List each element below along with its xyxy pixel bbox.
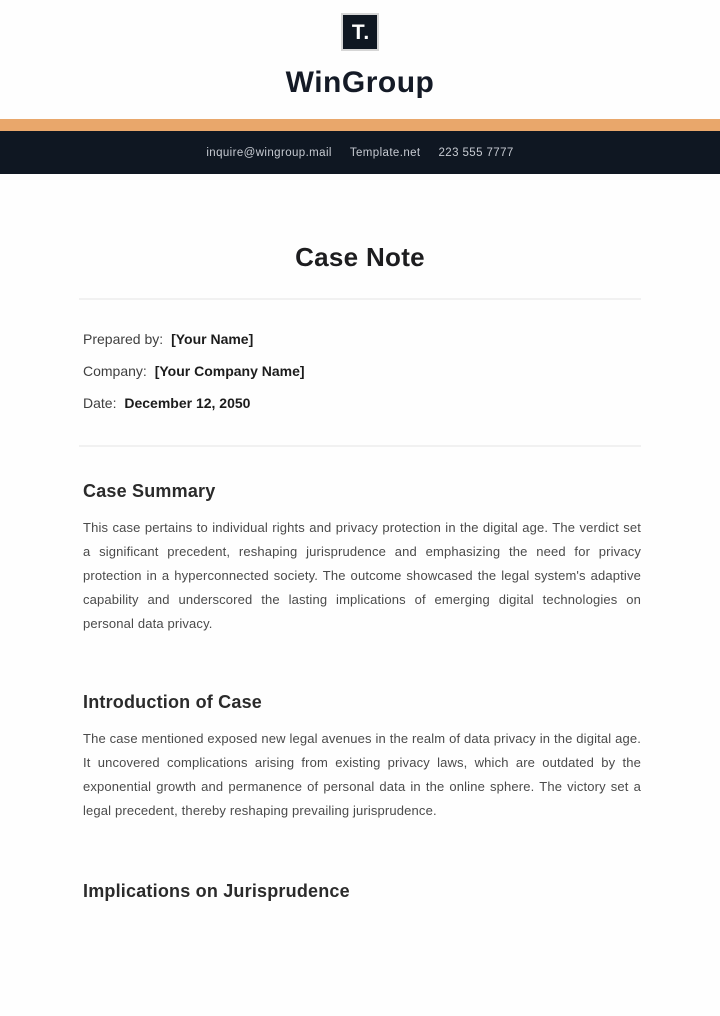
section-heading: Introduction of Case: [83, 692, 262, 712]
meta-row-date: [83, 395, 641, 411]
section-case-summary: [79, 481, 641, 636]
document-title: Case Note: [295, 242, 425, 272]
section-implications-on-jurisprudence: [79, 881, 641, 901]
brand-header: [0, 0, 720, 101]
document-body: [0, 242, 720, 901]
contact-website: Template.net: [349, 146, 421, 159]
section-body: The case mentioned exposed new legal avenues in the realm of data privacy in the digital age. It uncovered complications arising from existing privacy laws, which are outdated by the exponential growth and permanence of personal data in the online sphere. The victory set a legal precedent, thereby reshaping prevailing jurisprudence.: [83, 731, 641, 818]
brand-logo-text: T.: [351, 20, 371, 44]
meta-value: [Your Name]: [171, 331, 254, 347]
brand-logo: [341, 13, 379, 51]
section-heading: Implications on Jurisprudence: [83, 881, 350, 901]
section-heading: Case Summary: [83, 481, 216, 501]
accent-stripe: [0, 119, 720, 131]
document-meta: [79, 331, 641, 411]
meta-label: Company:: [83, 363, 147, 379]
contact-bar: [0, 131, 720, 174]
divider: [79, 298, 641, 300]
section-introduction-of-case: [79, 692, 641, 823]
meta-row-company: [83, 363, 641, 379]
contact-phone: 223 555 7777: [438, 146, 514, 159]
meta-value: [Your Company Name]: [154, 363, 305, 379]
section-body: This case pertains to individual rights and privacy protection in the digital age. The verdict set a significant precedent, reshaping jurisprudence and emphasizing the need for privacy protection in a hyperconnected society. The outcome showcased the legal system's adaptive capability and underscored the lasting implications of emerging digital technologies on personal data privacy.: [83, 520, 641, 631]
brand-name: WinGroup: [285, 66, 435, 99]
meta-label: Date:: [83, 395, 117, 411]
contact-email: inquire@wingroup.mail: [206, 146, 332, 159]
meta-row-prepared-by: [83, 331, 641, 347]
meta-label: Prepared by:: [83, 331, 164, 347]
divider: [79, 445, 641, 447]
meta-value: December 12, 2050: [124, 395, 251, 411]
